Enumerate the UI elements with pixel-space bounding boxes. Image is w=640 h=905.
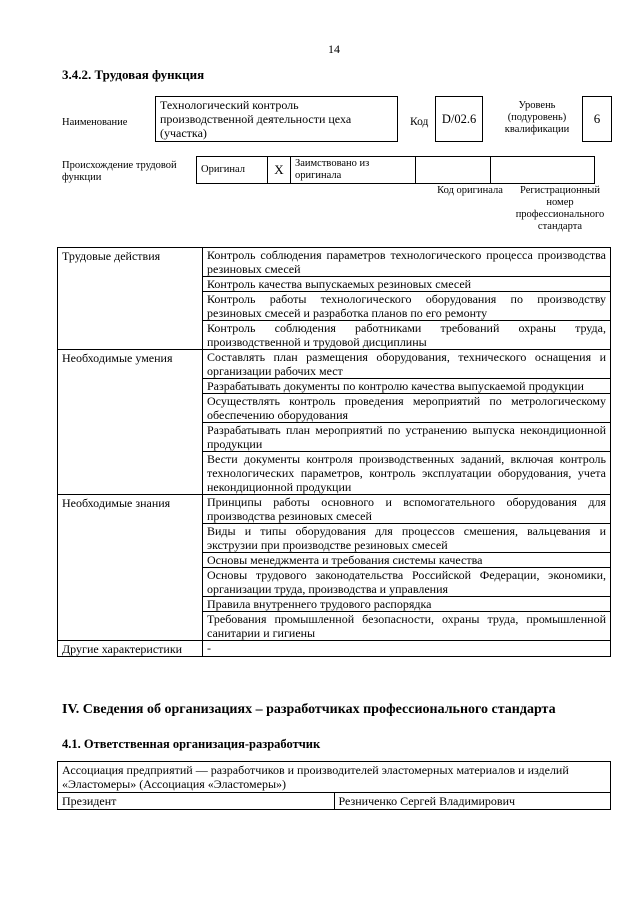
item-cell: Составлять план размещения оборудования, технического оснащения и организации рабочих мест <box>203 350 611 379</box>
code-label: Код <box>410 116 429 128</box>
section4-heading: IV. Сведения об организациях – разработчиках профессионального стандарта <box>62 702 556 717</box>
item-cell: Контроль соблюдения работниками требований охраны труда, производственной и трудовой дисциплины <box>203 321 611 350</box>
origin-table <box>196 156 595 184</box>
item-cell: Контроль качества выпускаемых резиновых смесей <box>203 277 611 292</box>
table-row <box>58 350 611 379</box>
item-cell: Контроль соблюдения параметров технологического процесса производства резиновых смесей <box>203 248 611 277</box>
function-name: Технологический контроль производственной деятельности цеха (участка) <box>155 96 398 142</box>
characteristics-table <box>57 247 611 657</box>
item-cell: Основы трудового законодательства Российской Федерации, экономики, организации труда, производства и управления <box>203 568 611 597</box>
original-label: Оригинал <box>197 157 268 184</box>
organization-table <box>57 761 611 810</box>
organization-person: Резниченко Сергей Владимирович <box>334 793 611 810</box>
original-mark: X <box>268 157 291 184</box>
item-cell: Принципы работы основного и вспомогательного оборудования для производства резиновых смесей <box>203 495 611 524</box>
item-cell: Требования промышленной безопасности, охраны труда, промышленной санитарии и гигиены <box>203 612 611 641</box>
category-cell: Трудовые действия <box>58 248 203 350</box>
item-cell: Разрабатывать документы по контролю качества выпускаемой продукции <box>203 379 611 394</box>
table-row <box>58 248 611 277</box>
table-row <box>58 495 611 524</box>
item-cell: Правила внутреннего трудового распорядка <box>203 597 611 612</box>
item-cell: Виды и типы оборудования для процессов смешения, вальцевания и экструзии при производстве резиновых смесей <box>203 524 611 553</box>
page-number: 14 <box>328 42 340 56</box>
item-cell: Вести документы контроля производственных заданий, включая контроль технологических параметров, контроль эксплуатации оборудования, учета некондиционной продукции <box>203 452 611 495</box>
item-cell: - <box>203 641 611 657</box>
organization-name: Ассоциация предприятий — разработчиков и производителей эластомерных материалов и изделий «Эластомеры» (Ассоциация «Эластомеры») <box>58 762 611 793</box>
item-cell: Контроль работы технологического оборудования по производству резиновых смесей и разработка планов по его ремонту <box>203 292 611 321</box>
code-original-cell <box>416 157 491 184</box>
section-heading: 3.4.2. Трудовая функция <box>62 67 205 82</box>
reg-number-label: Регистрационный номер профессионального стандарта <box>515 185 605 232</box>
item-cell: Осуществлять контроль проведения мероприятий по метрологическому обеспечению оборудования <box>203 394 611 423</box>
reg-number-cell <box>491 157 595 184</box>
function-code: D/02.6 <box>435 96 483 142</box>
qualification-level-label: Уровень (подуровень) квалификации <box>504 100 570 135</box>
item-cell: Разрабатывать план мероприятий по устранению выпуска некондиционной продукции <box>203 423 611 452</box>
section41-heading: 4.1. Ответственная организация-разработчик <box>62 737 321 751</box>
category-cell: Необходимые умения <box>58 350 203 495</box>
item-cell: Основы менеджмента и требования системы качества <box>203 553 611 568</box>
qualification-level: 6 <box>582 96 612 142</box>
category-cell: Необходимые знания <box>58 495 203 641</box>
table-row <box>58 641 611 657</box>
organization-position: Президент <box>58 793 335 810</box>
borrowed-label: Заимствовано из оригинала <box>291 157 416 184</box>
category-cell: Другие характеристики <box>58 641 203 657</box>
origin-label: Происхождение трудовой функции <box>62 160 177 183</box>
code-original-label: Код оригинала <box>437 185 503 196</box>
name-label: Наименование <box>62 117 128 128</box>
